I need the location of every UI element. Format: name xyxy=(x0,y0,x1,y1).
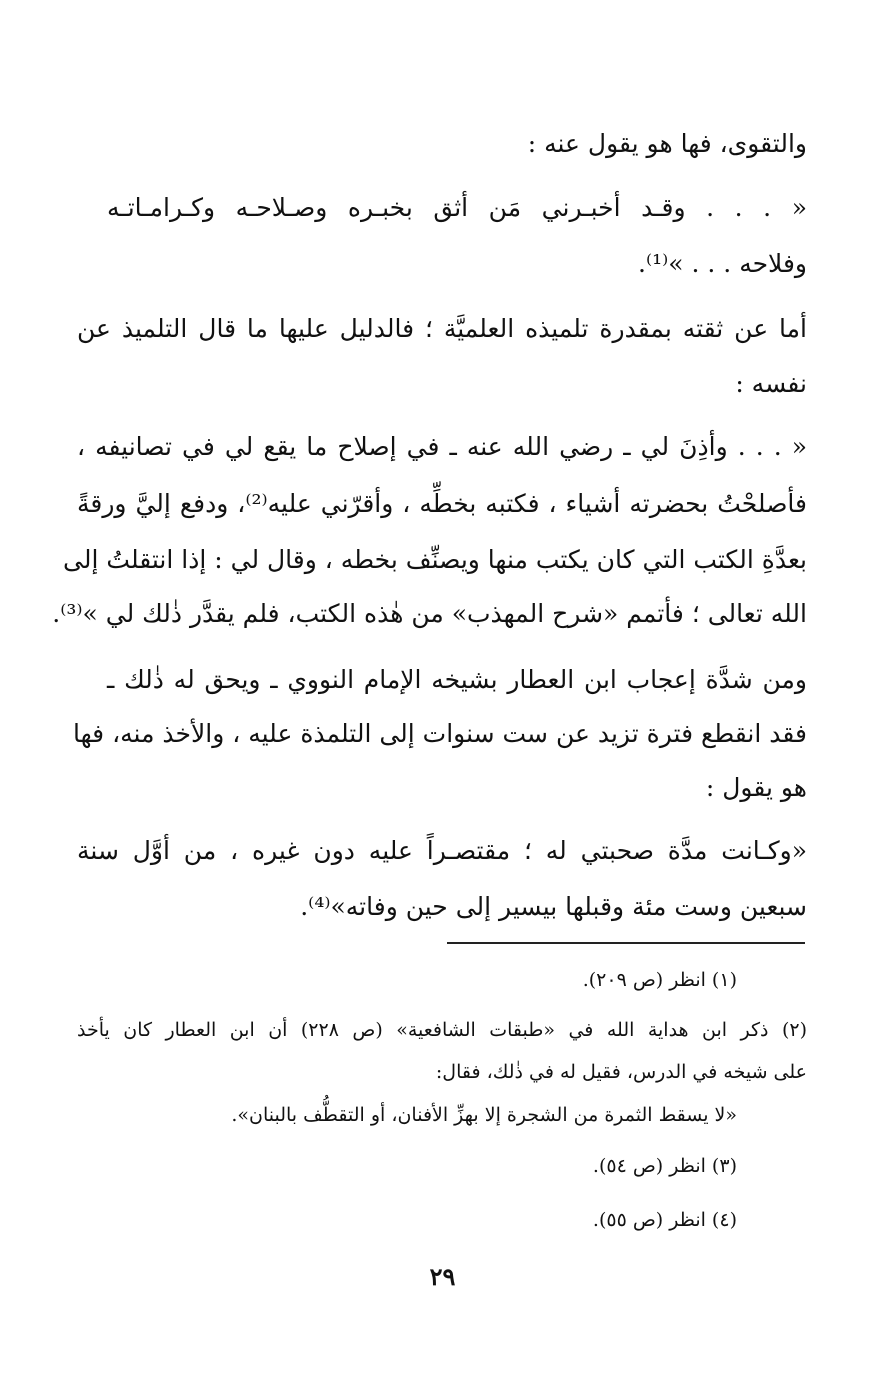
footnote-separator xyxy=(447,942,805,944)
page-number: ٢٩ xyxy=(429,1262,456,1291)
footnote: (٤) انظر (ص ٥٥). xyxy=(592,1209,737,1231)
quote-line: فأصلحْتُ بحضرته أشياء ، فكتبه بخطِّه ، وأقرّني عليه⁽²⁾، ودفع إليَّ ورقةً xyxy=(77,489,807,518)
body-line: فقد انقطع فترة تزيد عن ست سنوات إلى التلمذة عليه ، والأخذ منه، فها xyxy=(73,719,807,748)
quote-line: « . . . وقـد أخبـرني مَن أثق بخبـره وصـلاحـه وكـرامـاتـه xyxy=(107,193,807,222)
quote-line: وفلاحه . . . »⁽¹⁾. xyxy=(638,249,807,278)
body-line: أما عن ثقته بمقدرة تلميذه العلميَّة ؛ فالدليل عليها ما قال التلميذ عن xyxy=(77,314,807,343)
footnote: (٣) انظر (ص ٥٤). xyxy=(592,1155,737,1177)
body-line: والتقوى، فها هو يقول عنه : xyxy=(527,129,807,158)
footnote: على شيخه في الدرس، فقيل له في ذٰلك، فقال: xyxy=(435,1061,807,1083)
quote-line: « . . . وأذِنَ لي ـ رضي الله عنه ـ في إصلاح ما يقع لي في تصانيفه ، xyxy=(77,432,807,461)
body-line: نفسه : xyxy=(735,369,807,398)
quote-line: بعدَّةِ الكتب التي كان يكتب منها ويصنِّف بخطه ، وقال لي : إذا انتقلتُ إلى xyxy=(63,545,807,574)
footnote: (١) انظر (ص ٢٠٩). xyxy=(582,969,737,991)
footnote: «لا يسقط الثمرة من الشجرة إلا بهزِّ الأفنان، أو التقطُّف بالبنان». xyxy=(231,1104,737,1126)
body-line: هو يقول : xyxy=(705,773,807,802)
quote-line: «وكـانت مدَّة صحبتي له ؛ مقتصـراً عليه دون غيره ، من أوَّل سنة xyxy=(77,836,807,865)
quote-line: الله تعالى ؛ فأتمم «شرح المهذب» من هٰذه الكتب، فلم يقدَّر ذٰلك لي »⁽³⁾. xyxy=(52,599,807,628)
body-line: ومن شدَّة إعجاب ابن العطار بشيخه الإمام النووي ـ ويحق له ذٰلك ـ xyxy=(107,665,807,694)
footnote: (٢) ذكر ابن هداية الله في «طبقات الشافعية» (ص ٢٢٨) أن ابن العطار كان يأخذ xyxy=(77,1019,807,1041)
quote-line: سبعين وست مئة وقبلها بيسير إلى حين وفاته»⁽⁴⁾. xyxy=(300,892,807,921)
